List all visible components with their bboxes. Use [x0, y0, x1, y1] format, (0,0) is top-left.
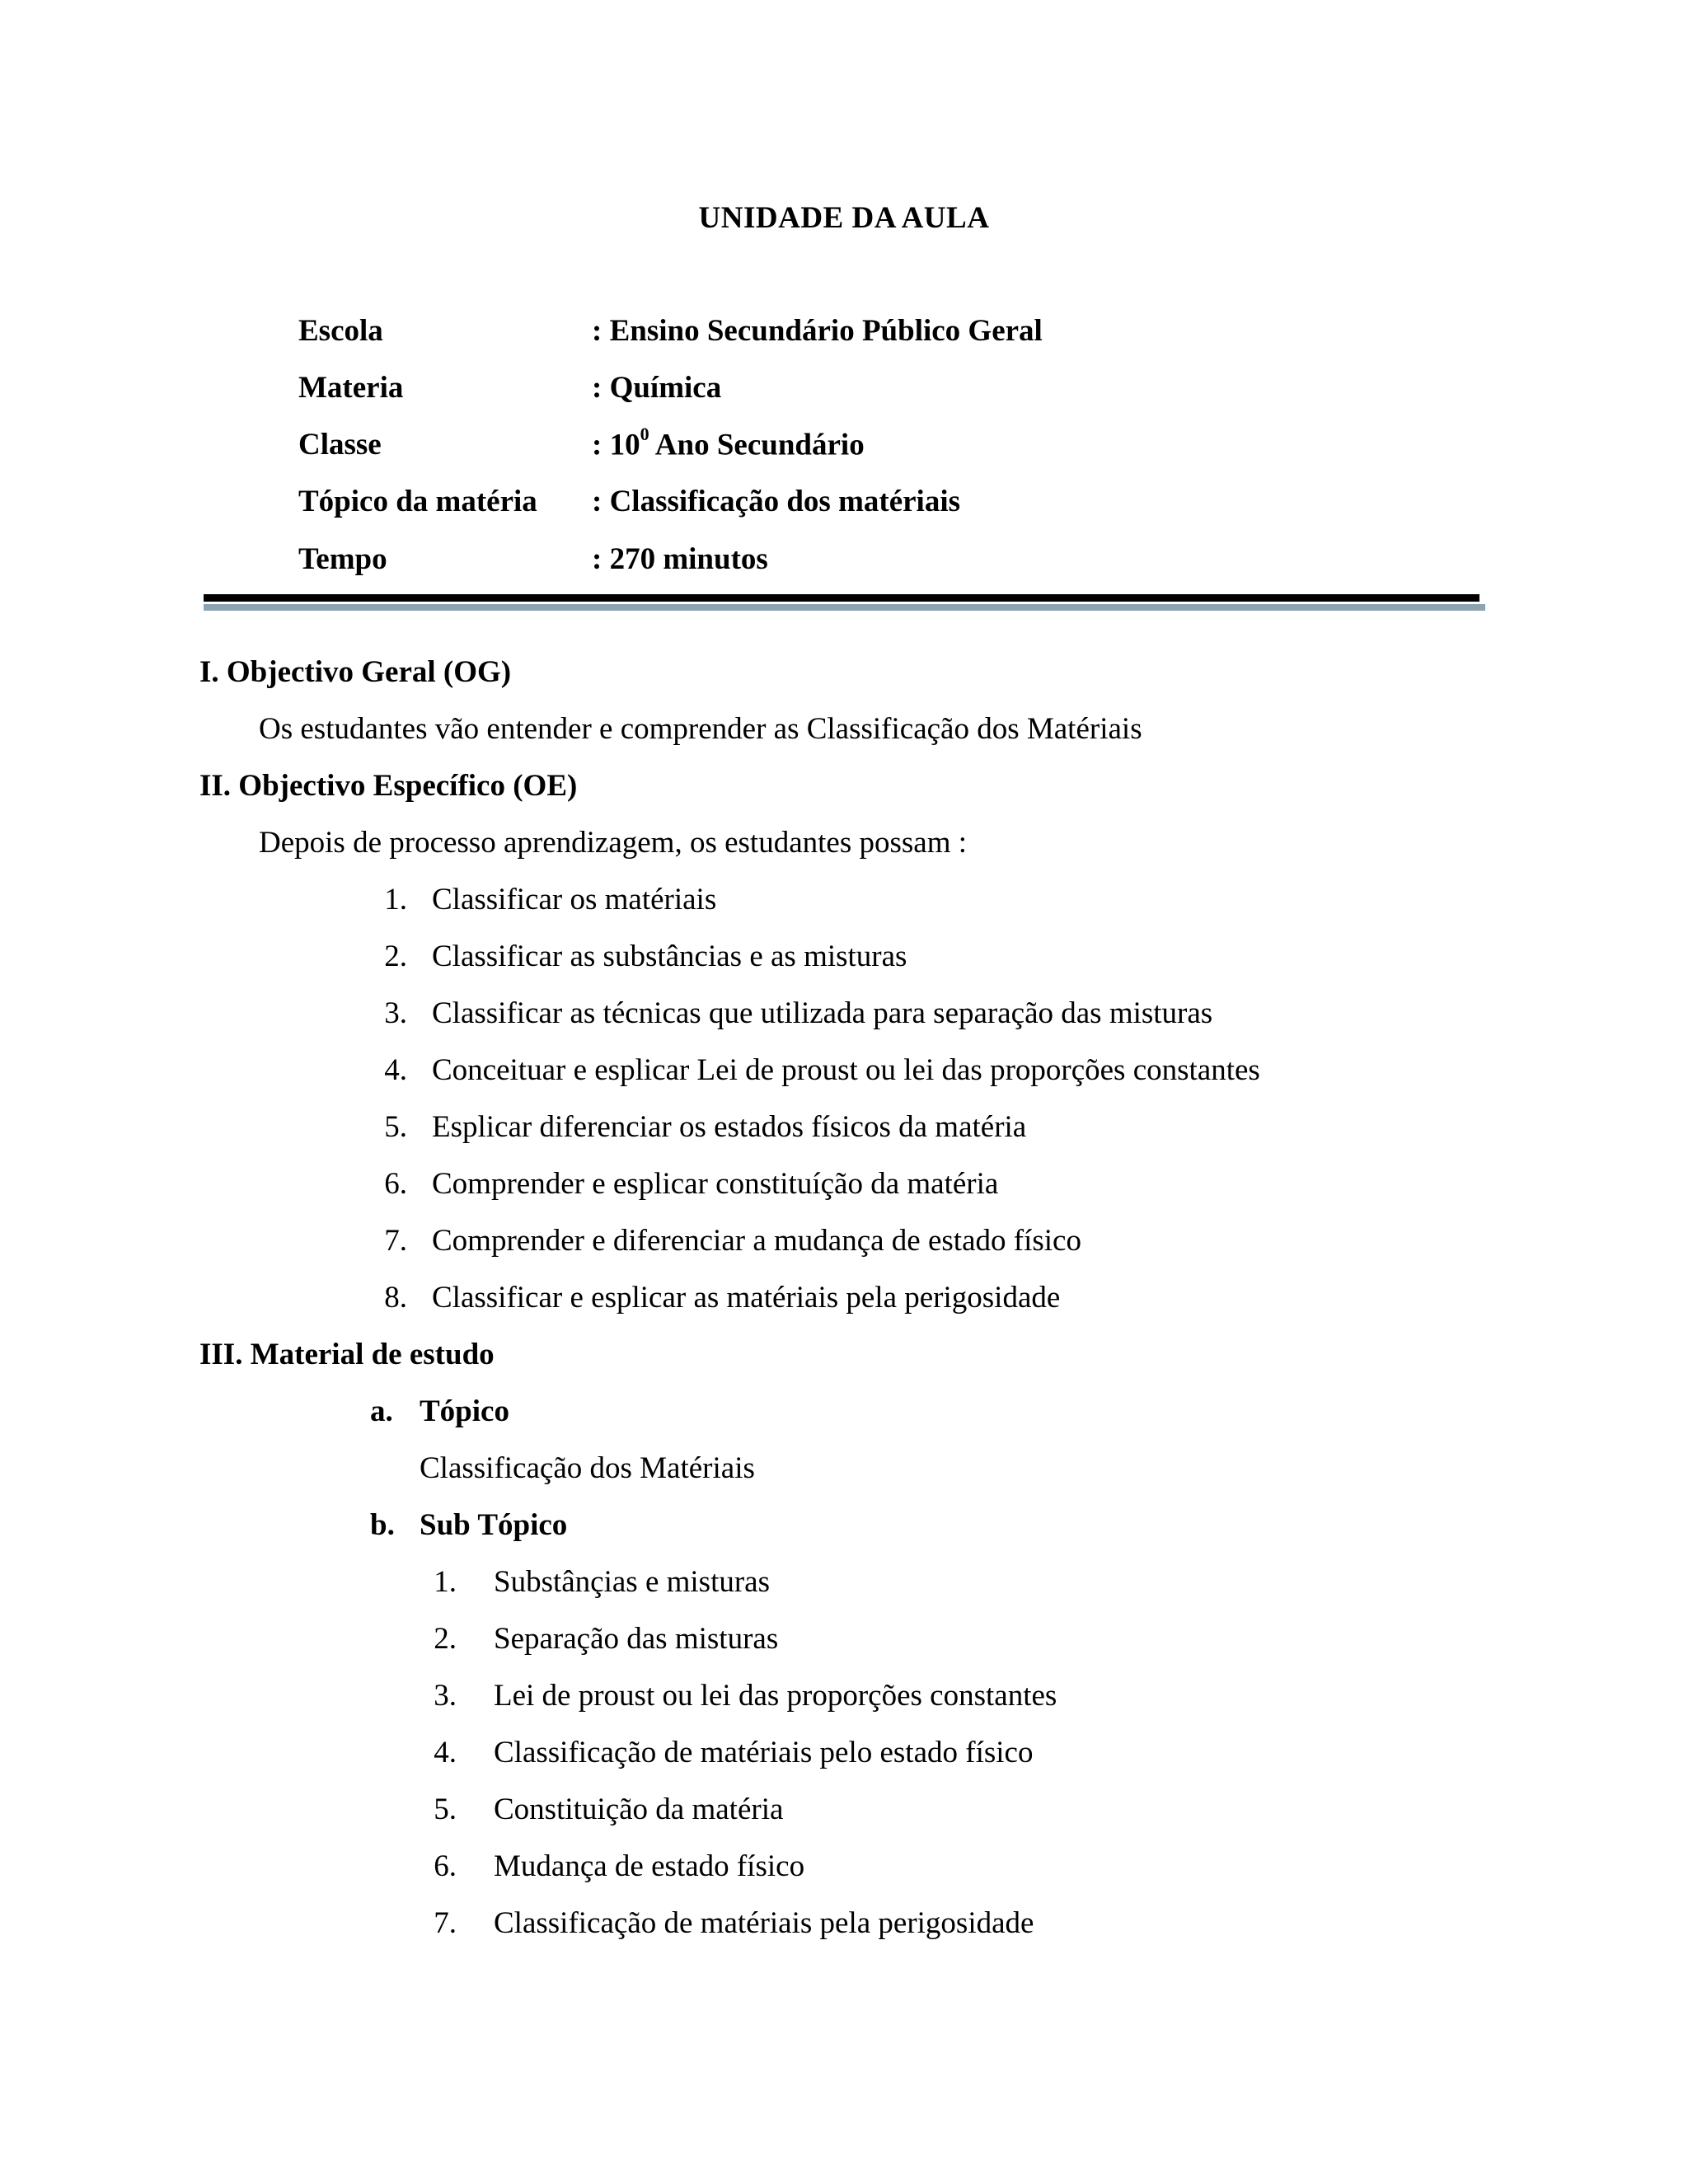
list-item-number: 7.	[384, 1224, 407, 1258]
section1-heading: I. Objectivo Geral (OG)	[199, 655, 512, 689]
subsection-a-title: Tópico	[420, 1394, 509, 1428]
list-item: Classificar as substâncias e as misturas	[432, 940, 907, 973]
subsection-b-label: b.	[370, 1508, 395, 1542]
list-item-number: 8.	[384, 1281, 407, 1315]
subsection-b-title: Sub Tópico	[420, 1508, 568, 1542]
subsection-a-text: Classificação dos Matériais	[420, 1451, 755, 1485]
list-item: Esplicar diferenciar os estados físicos da matéria	[432, 1110, 1027, 1144]
list-item-number: 6.	[384, 1167, 407, 1201]
info-value-escola: : Ensino Secundário Público Geral	[592, 314, 1043, 348]
list-item: Separação das misturas	[494, 1622, 779, 1656]
info-label-topico: Tópico da matéria	[298, 485, 537, 518]
list-item: Classificar as técnicas que utilizada para separação das misturas	[432, 996, 1213, 1030]
list-item: Classificação de matériais pela perigosidade	[494, 1906, 1034, 1940]
page-title: UNIDADE DA AULA	[698, 201, 990, 235]
list-item-number: 1.	[384, 883, 407, 916]
list-item-number: 2.	[434, 1622, 457, 1656]
section2-heading: II. Objectivo Específico (OE)	[199, 769, 578, 803]
list-item-number: 5.	[434, 1793, 457, 1826]
list-item: Classificar os matériais	[432, 883, 717, 916]
list-item-number: 4.	[434, 1736, 457, 1769]
list-item-number: 4.	[384, 1053, 407, 1087]
info-value-classe	[592, 424, 865, 462]
info-label-escola: Escola	[298, 314, 383, 348]
section1-text: Os estudantes vão entender e comprender as Classificação dos Matériais	[259, 712, 1142, 746]
classe-suffix: Ano Secundário	[649, 428, 865, 462]
list-item-number: 2.	[384, 940, 407, 973]
list-item: Substânçias e misturas	[494, 1565, 771, 1599]
subsection-a-label: a.	[370, 1394, 393, 1428]
list-item-number: 6.	[434, 1849, 457, 1883]
divider-black	[204, 594, 1479, 602]
section2-intro: Depois de processo aprendizagem, os estudantes possam :	[259, 826, 968, 860]
divider-grey	[204, 604, 1485, 611]
list-item-number: 3.	[384, 996, 407, 1030]
info-value-topico: : Classificação dos matériais	[592, 485, 961, 518]
list-item-number: 3.	[434, 1679, 457, 1713]
list-item: Mudança de estado físico	[494, 1849, 805, 1883]
info-label-tempo: Tempo	[298, 542, 387, 576]
list-item: Classificar e esplicar as matériais pela perigosidade	[432, 1281, 1061, 1315]
info-value-materia: : Química	[592, 371, 722, 405]
list-item-number: 5.	[384, 1110, 407, 1144]
section3-heading: III. Material de estudo	[199, 1338, 495, 1371]
list-item: Comprender e esplicar constituíção da matéria	[432, 1167, 999, 1201]
info-label-classe: Classe	[298, 428, 382, 462]
info-label-materia: Materia	[298, 371, 404, 405]
list-item: Classificação de matériais pelo estado físico	[494, 1736, 1034, 1769]
list-item: Conceituar e esplicar Lei de proust ou lei das proporções constantes	[432, 1053, 1260, 1087]
list-item: Constituição da matéria	[494, 1793, 784, 1826]
info-value-tempo: : 270 minutos	[592, 542, 768, 576]
classe-superscript: 0	[640, 424, 649, 444]
list-item: Comprender e diferenciar a mudança de estado físico	[432, 1224, 1081, 1258]
list-item-number: 1.	[434, 1565, 457, 1599]
classe-prefix: : 10	[592, 428, 640, 462]
list-item-number: 7.	[434, 1906, 457, 1940]
list-item: Lei de proust ou lei das proporções constantes	[494, 1679, 1057, 1713]
